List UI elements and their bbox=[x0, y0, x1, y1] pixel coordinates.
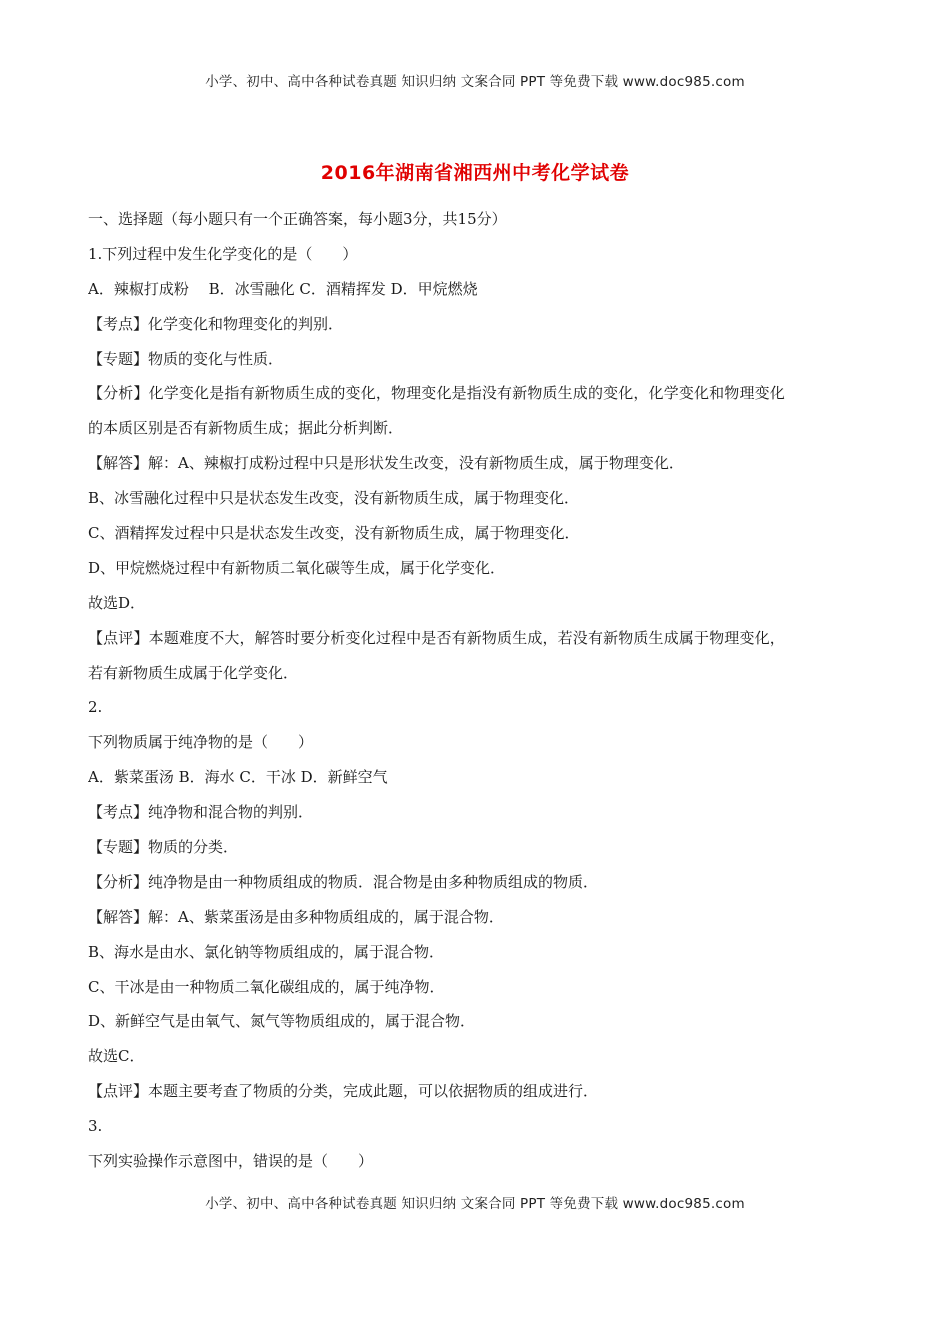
document-body bbox=[88, 202, 868, 1179]
question-2-jieda-b: B、海水是由水、氯化钠等物质组成的，属于混合物． bbox=[88, 942, 445, 961]
question-1-fenxi-cont: 的本质区别是否有新物质生成；据此分析判断． bbox=[88, 419, 404, 438]
question-1-jieda-d: D、甲烷燃烧过程中有新物质二氧化碳等生成，属于化学变化． bbox=[88, 558, 506, 577]
question-1-jieda-b: B、冰雪融化过程中只是状态发生改变，没有新物质生成，属于物理变化． bbox=[88, 489, 580, 508]
question-2-zhuanti: 【专题】物质的分类． bbox=[88, 838, 239, 857]
question-2-options: A．紫菜蛋汤 B．海水 C．干冰 D．新鲜空气 bbox=[88, 768, 388, 787]
question-2-answer: 故选C． bbox=[88, 1047, 145, 1066]
question-2-stem: 下列物质属于纯净物的是（ ） bbox=[88, 733, 314, 752]
question-1-dianping-cont: 若有新物质生成属于化学变化． bbox=[88, 663, 299, 682]
footer-banner: 小学、初中、高中各种试卷真题 知识归纳 文案合同 PPT 等免费下载 www.doc985.com bbox=[205, 1196, 745, 1212]
question-2-jieda-d: D、新鲜空气是由氧气、氮气等物质组成的，属于混合物． bbox=[88, 1012, 476, 1031]
question-1-dianping: 【点评】本题难度不大，解答时要分析变化过程中是否有新物质生成，若没有新物质生成属于物理变化， bbox=[88, 628, 785, 647]
question-3-stem: 下列实验操作示意图中，错误的是（ ） bbox=[88, 1152, 374, 1171]
question-1-jieda-c: C、酒精挥发过程中只是状态发生改变，没有新物质生成，属于物理变化． bbox=[88, 524, 580, 543]
question-3-number: 3. bbox=[88, 1117, 103, 1136]
question-1-answer: 故选D． bbox=[88, 593, 146, 612]
question-2-jieda-c: C、干冰是由一种物质二氧化碳组成的，属于纯净物． bbox=[88, 977, 445, 996]
question-1-options: A．辣椒打成粉 B．冰雪融化 C．酒精挥发 D．甲烷燃烧 bbox=[88, 279, 478, 298]
question-1-fenxi: 【分析】化学变化是指有新物质生成的变化，物理变化是指没有新物质生成的变化，化学变化和物理变化 bbox=[88, 384, 785, 403]
header-banner: 小学、初中、高中各种试卷真题 知识归纳 文案合同 PPT 等免费下载 www.doc985.com bbox=[205, 74, 745, 90]
question-1-zhuanti: 【专题】物质的变化与性质． bbox=[88, 349, 284, 368]
question-2-kaodian: 【考点】纯净物和混合物的判别． bbox=[88, 803, 314, 822]
page-title: 2016年湖南省湘西州中考化学试卷 bbox=[320, 162, 630, 184]
question-1-kaodian: 【考点】化学变化和物理变化的判别． bbox=[88, 314, 344, 333]
question-2-fenxi: 【分析】纯净物是由一种物质组成的物质．混合物是由多种物质组成的物质． bbox=[88, 872, 599, 891]
question-2-jieda-a: 【解答】解：A、紫菜蛋汤是由多种物质组成的，属于混合物． bbox=[88, 907, 504, 926]
section-heading: 一、选择题（每小题只有一个正确答案，每小题3分，共15分） bbox=[88, 210, 507, 228]
question-2-number: 2. bbox=[88, 698, 103, 717]
question-1-jieda-a: 【解答】解：A、辣椒打成粉过程中只是形状发生改变，没有新物质生成，属于物理变化． bbox=[88, 454, 684, 473]
question-1-stem: 1.下列过程中发生化学变化的是（ ） bbox=[88, 244, 358, 263]
question-2-dianping: 【点评】本题主要考查了物质的分类，完成此题，可以依据物质的组成进行． bbox=[88, 1082, 599, 1101]
